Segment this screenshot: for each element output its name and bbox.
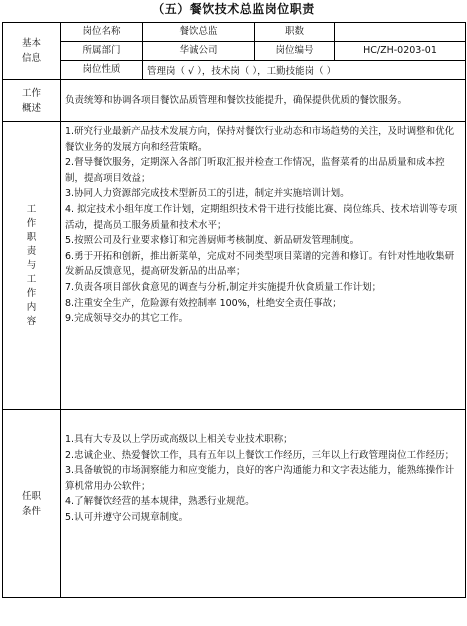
job-code-label: 岗位编号 [255, 42, 335, 61]
qualification-item: 3.具备敏锐的市场洞察能力和应变能力，良好的客户沟通能力和文字表达能力，能熟练操作计算机常用办公软件； [65, 465, 455, 492]
duties-label-char: 作 [26, 217, 37, 229]
duty-item: 8.注重安全生产，危险源有效控制率 100%，杜绝安全责任事故； [65, 297, 342, 309]
basic-info-section-label [3, 23, 61, 80]
department-value: 华诚公司 [143, 42, 255, 61]
duties-label-char: 工 [26, 273, 37, 285]
duty-item: 6.勇于开拓和创新，推出新菜单，完成对不同类型项目菜谱的完善和修订。有针对性地收集研发新品反馈意见，提高研发新品的出品率； [65, 250, 455, 278]
duties-label [3, 122, 61, 410]
rank-value [335, 23, 466, 42]
duties-label-char: 与 [26, 259, 37, 271]
duty-item: 9.完成领导交办的其它工作。 [65, 313, 189, 325]
duties-list-cell [61, 122, 466, 410]
overview-text-cell [61, 80, 466, 122]
job-code-value: HC/ZH-0203-01 [335, 42, 466, 61]
rank-label: 职数 [255, 23, 335, 42]
job-name-value: 餐饮总监 [143, 23, 255, 42]
job-description-table [2, 22, 466, 598]
qualification-item: 1.具有大专及以上学历或高级以上相关专业技术职称； [65, 434, 293, 445]
duties-label-char: 作 [26, 287, 37, 299]
duty-item: 7.负责各项目部伙食意见的调查与分析,制定并实施提升伙食质量工作计划； [65, 281, 382, 293]
duty-item: 1.研究行业最新产品技术发展方向，保持对餐饮行业动态和市场趋势的关注，及时调整和优化餐饮业务的发展方向和经营策略。 [65, 126, 455, 153]
basic-info-label-text: 基本信息 [21, 38, 41, 64]
job-nature-value: 管理岗（ √ ），技术岗（ ），工勤技能岗（ ） [143, 61, 466, 80]
qualification-item: 2.忠诚企业、热爱餐饮工作，具有五年以上餐饮工作经历，三年以上行政管理岗位工作经历； [65, 449, 455, 461]
qualifications-label [3, 410, 61, 598]
duty-item: 3.协同人力资源部完成技术型新员工的引进，制定并实施培训计划。 [65, 188, 350, 200]
duties-label-char: 容 [26, 315, 37, 327]
qualifications-label-text: 任职条件 [21, 490, 41, 517]
duties-label-char: 工 [26, 203, 37, 215]
department-label: 所属部门 [61, 42, 143, 61]
job-name-label: 岗位名称 [61, 23, 143, 42]
qualification-item: 5.认可并遵守公司规章制度。 [65, 511, 189, 523]
duty-item: 5.按照公司及行业要求修订和完善厨师考核制度、新品研发管理制度。 [65, 235, 360, 247]
overview-text: 负责统筹和协调各项目餐饮品质管理和餐饮技能提升，确保提供优质的餐饮服务。 [65, 94, 408, 106]
overview-label [3, 80, 61, 122]
job-nature-label: 岗位性质 [61, 61, 143, 80]
duties-label-char: 责 [26, 245, 37, 257]
duty-item: 4. 拟定技术小组年度工作计划，定期组织技术骨干进行技能比赛、岗位练兵、技术培训等专项活动，提高员工服务质量和技术水平； [65, 203, 458, 231]
duty-item: 2.督导餐饮服务，定期深入各部门听取汇报并检查工作情况，监督菜肴的出品质量和成本控制，提高项目效益； [65, 157, 445, 184]
qualifications-list-cell [61, 410, 466, 598]
duties-label-char: 内 [26, 301, 37, 313]
page-title: （五）餐饮技术总监岗位职责 [152, 2, 315, 16]
overview-label-text: 工作概述 [21, 87, 41, 114]
qualification-item: 4.了解餐饮经营的基本规律，熟悉行业规范。 [65, 496, 255, 508]
duties-label-char: 职 [26, 231, 37, 243]
